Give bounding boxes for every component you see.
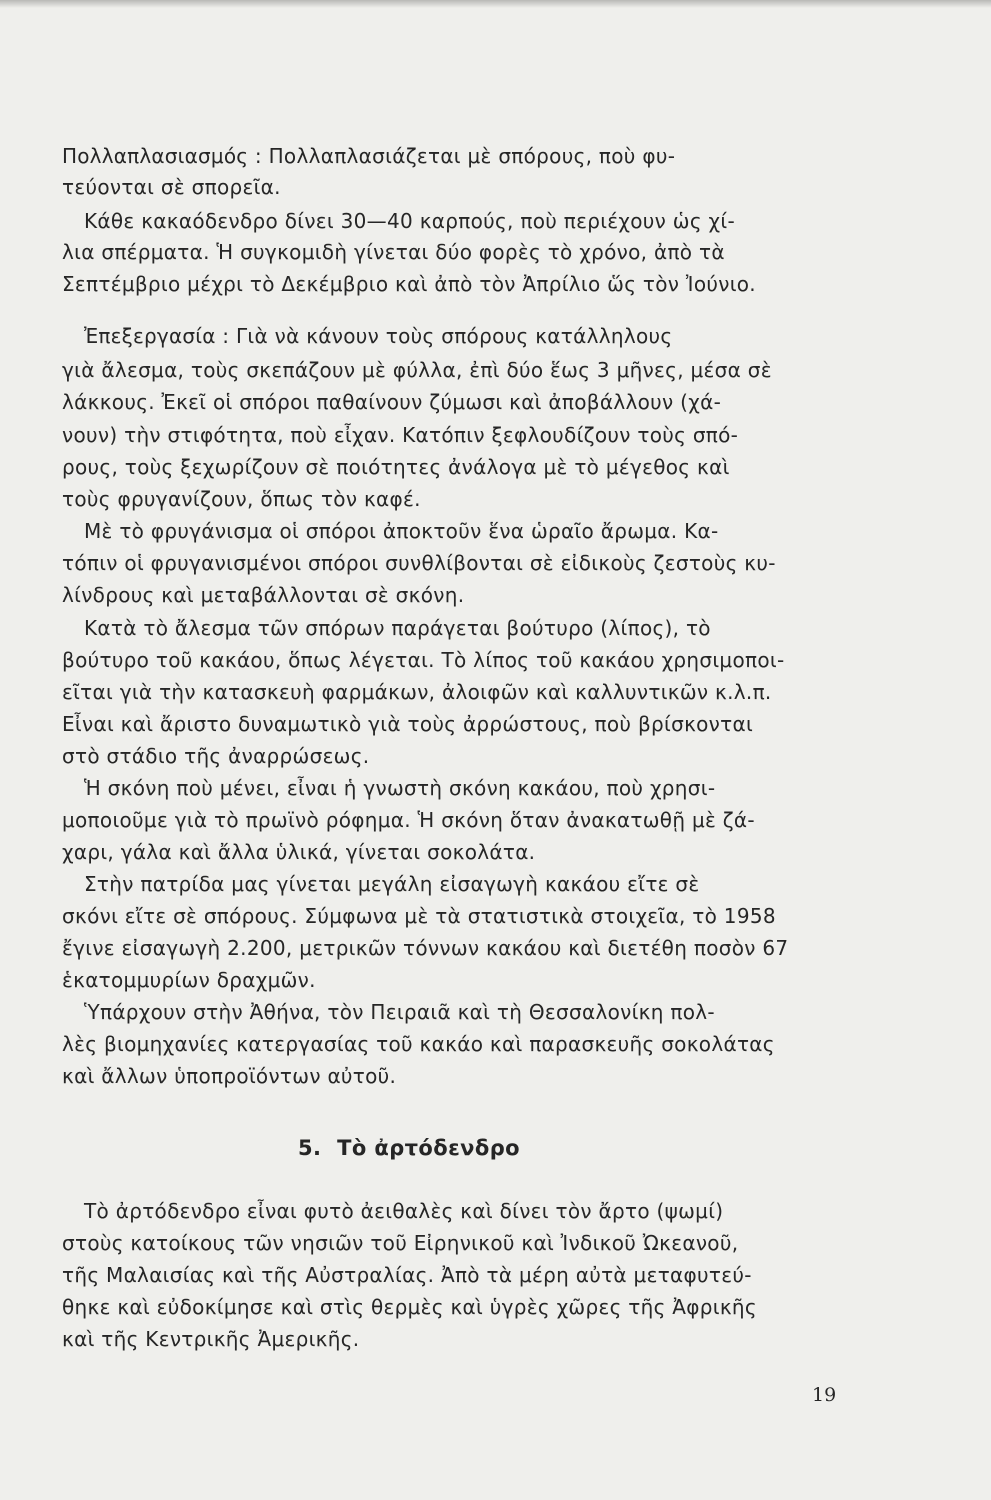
text-line: χαρι, γάλα καὶ ἄλλα ὑλικά, γίνεται σοκολάτα. — [62, 840, 536, 864]
page-top-shadow — [0, 0, 991, 8]
text-line: Ὑπάρχουν στὴν Ἀθήνα, τὸν Πειραιᾶ καὶ τὴ Θεσσαλονίκη πολ- — [84, 1000, 715, 1024]
page-number: 19 — [812, 1384, 837, 1406]
text-line: νουν) τὴν στιφότητα, ποὺ εἶχαν. Κατόπιν ξεφλουδίζουν τοὺς σπό- — [62, 423, 739, 447]
text-line: στὸ στάδιο τῆς ἀναρρώσεως. — [62, 744, 370, 768]
paragraph-term: Πολλαπλασιασμός — [62, 144, 249, 168]
section-number: 5. — [298, 1136, 322, 1160]
text-line: λια σπέρματα. Ἡ συγκομιδὴ γίνεται δύο φορὲς τὸ χρόνο, ἀπὸ τὰ — [62, 240, 725, 264]
text-line: Ἡ σκόνη ποὺ μένει, εἶναι ἡ γνωστὴ σκόνη κακάου, ποὺ χρησι- — [84, 776, 716, 800]
text-line: Μὲ τὸ φρυγάνισμα οἱ σπόροι ἀποκτοῦν ἕνα ὡραῖο ἄρωμα. Κα- — [84, 519, 719, 543]
text-line: εῖται γιὰ τὴν κατασκευὴ φαρμάκων, ἀλοιφῶν καὶ καλλυντικῶν κ.λ.π. — [62, 680, 772, 704]
paragraph-term: Ἐπεξεργασία — [84, 324, 216, 348]
text-line: τεύονται σὲ σπορεῖα. — [62, 175, 281, 199]
text-line: Τὸ ἀρτόδενδρο εἶναι φυτὸ ἀειθαλὲς καὶ δίνει τὸν ἄρτο (ψωμί) — [84, 1199, 724, 1223]
text-line: καὶ ἄλλων ὑποπροϊόντων αὐτοῦ. — [62, 1064, 397, 1088]
text-line: σκόνι εἴτε σὲ σπόρους. Σύμφωνα μὲ τὰ στατιστικὰ στοιχεῖα, τὸ 1958 — [62, 904, 776, 928]
text-line: στοὺς κατοίκους τῶν νησιῶν τοῦ Εἰρηνικοῦ καὶ Ἰνδικοῦ Ὠκεανοῦ, — [62, 1231, 739, 1255]
text-line: τῆς Μαλαισίας καὶ τῆς Αὐστραλίας. Ἀπὸ τὰ μέρη αὐτὰ μεταφυτεύ- — [62, 1263, 752, 1287]
section-title: Τὸ ἀρτόδενδρο — [337, 1136, 520, 1160]
text-line: ἔγινε εἰσαγωγὴ 2.200, μετρικῶν τόννων κακάου καὶ διετέθη ποσὸν 67 — [62, 936, 789, 960]
text-line: Πολλαπλασιασμός : Πολλαπλασιάζεται μὲ σπόρους, ποὺ φυ- — [62, 144, 676, 168]
text-line: ρους, τοὺς ξεχωρίζουν σὲ ποιότητες ἀνάλογα μὲ τὸ μέγεθος καὶ — [62, 455, 730, 479]
text-line: γιὰ ἄλεσμα, τοὺς σκεπάζουν μὲ φύλλα, ἐπὶ δύο ἕως 3 μῆνες, μέσα σὲ — [62, 358, 772, 382]
text-line: Ἐπεξεργασία : Γιὰ νὰ κάνουν τοὺς σπόρους κατάλληλους — [84, 324, 673, 348]
section-heading — [298, 1136, 520, 1160]
text-line: θηκε καὶ εὐδοκίμησε καὶ στὶς θερμὲς καὶ ὑγρὲς χῶρες τῆς Ἀφρικῆς — [62, 1295, 757, 1319]
text-line: Στὴν πατρίδα μας γίνεται μεγάλη εἰσαγωγὴ κακάου εἴτε σὲ — [84, 872, 700, 896]
text-line: τόπιν οἱ φρυγανισμένοι σπόροι συνθλίβονται σὲ εἰδικοὺς ζεστοὺς κυ- — [62, 551, 776, 575]
text-line: λίνδρους καὶ μεταβάλλονται σὲ σκόνη. — [62, 583, 465, 607]
text-line: λὲς βιομηχανίες κατεργασίας τοῦ κακάο καὶ παρασκευῆς σοκολάτας — [62, 1032, 775, 1056]
text-line: βούτυρο τοῦ κακάου, ὅπως λέγεται. Τὸ λίπος τοῦ κακάου χρησιμοποι- — [62, 648, 785, 672]
text-line: Κατὰ τὸ ἄλεσμα τῶν σπόρων παράγεται βούτυρο (λίπος), τὸ — [84, 616, 711, 640]
text-line: Σεπτέμβριο μέχρι τὸ Δεκέμβριο καὶ ἀπὸ τὸν Ἀπρίλιο ὥς τὸν Ἰούνιο. — [62, 272, 756, 296]
text-line: καὶ τῆς Κεντρικῆς Ἀμερικῆς. — [62, 1327, 360, 1351]
text-line: ἑκατομμυρίων δραχμῶν. — [62, 968, 316, 992]
text-line: Εἶναι καὶ ἄριστο δυναμωτικὸ γιὰ τοὺς ἀρρώστους, ποὺ βρίσκονται — [62, 712, 754, 736]
text-line: Κάθε κακαόδενδρο δίνει 30—40 καρπούς, ποὺ περιέχουν ὡς χί- — [84, 209, 735, 233]
text-line: λάκκους. Ἐκεῖ οἱ σπόροι παθαίνουν ζύμωσι καὶ ἀποβάλλουν (χά- — [62, 390, 722, 414]
text-line: μοποιοῦμε γιὰ τὸ πρωϊνὸ ρόφημα. Ἡ σκόνη ὅταν ἀνακατωθῇ μὲ ζά- — [62, 808, 755, 832]
text-line: τοὺς φρυγανίζουν, ὅπως τὸν καφέ. — [62, 487, 421, 511]
